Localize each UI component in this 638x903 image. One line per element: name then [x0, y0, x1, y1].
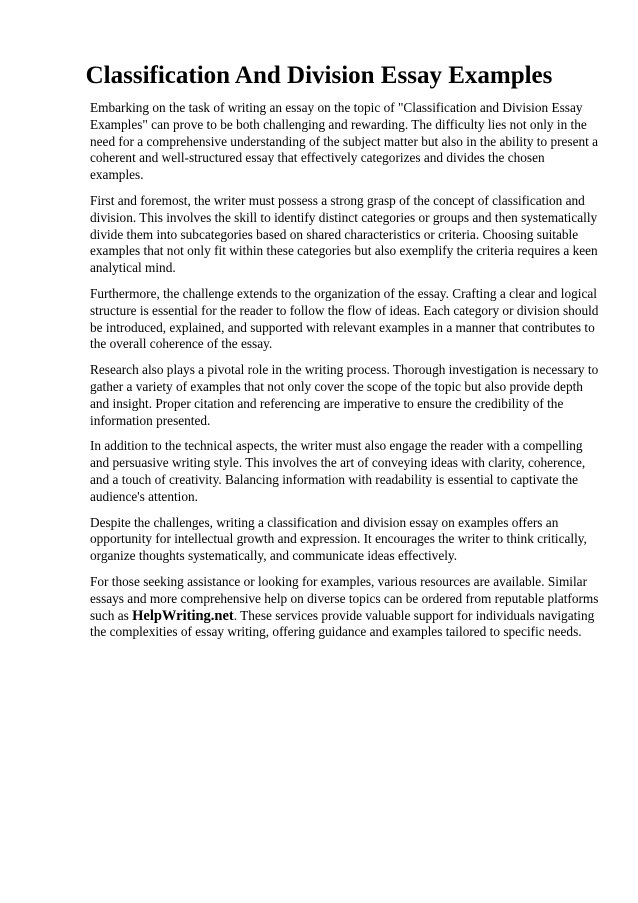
- paragraph-organization: Furthermore, the challenge extends to the organization of the essay. Crafting a clear and logical structure is essential for the reader to follow the flow of ideas. Each category or division should be introduced, explained, and supported with relevant examples in a manner that contributes to the overall coherence of the essay.: [90, 285, 599, 352]
- paragraph-resources: [90, 574, 600, 641]
- document-body: [90, 100, 600, 650]
- brand-link[interactable]: HelpWriting.net: [132, 607, 234, 624]
- resources-text-before: For those seeking assistance or looking for examples, various resources are available. Similar essays and more comprehensive help on diverse topics can be ordered from reputable platforms such as: [90, 573, 599, 623]
- page-title: Classification And Division Essay Examples: [85, 62, 553, 89]
- paragraph-style: In addition to the technical aspects, the writer must also engage the reader with a compelling and persuasive writing style. This involves the art of conveying ideas with clarity, coherence, and a touch of creativity. Balancing information with readability is essential to captivate the audience's attention.: [90, 438, 586, 504]
- resources-text-after: . These services provide valuable support for individuals navigating the complexities of essay writing, offering guidance and examples tailored to specific needs.: [90, 607, 595, 640]
- paragraph-concept: First and foremost, the writer must possess a strong grasp of the concept of classification and division. This involves the skill to identify distinct categories or groups and then systematically divide them into subcategories based on shared characteristics or criteria. Choosing suitable examples that not only fit within these categories but also exemplify the criteria requires a keen analytical mind.: [90, 192, 598, 276]
- paragraph-intro: Embarking on the task of writing an essay on the topic of "Classification and Division Essay Examples" can prove to be both challenging and rewarding. The difficulty lies not only in the need for a comprehensive understanding of the subject matter but also in the ability to present a coherent and well-structured essay that effectively categorizes and divides the chosen examples.: [90, 100, 599, 183]
- paragraph-research: Research also plays a pivotal role in the writing process. Thorough investigation is necessary to gather a variety of examples that not only cover the scope of the topic but also provide depth and insight. Proper citation and referencing are imperative to ensure the credibility of the information presented.: [90, 362, 599, 428]
- paragraph-benefits: Despite the challenges, writing a classification and division essay on examples offers an opportunity for intellectual growth and expression. It encourages the writer to think critically, organize thoughts systematically, and communicate ideas effectively.: [90, 514, 587, 564]
